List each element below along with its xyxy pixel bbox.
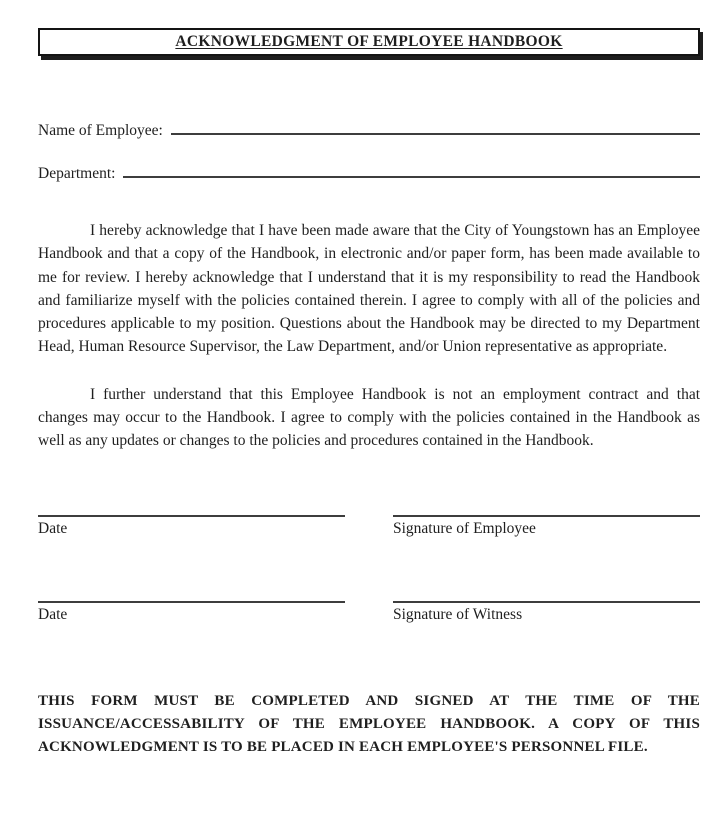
signature-column-witness [393, 601, 700, 624]
signature-block [38, 515, 700, 624]
field-row-department [38, 159, 700, 180]
signature-row-witness [38, 601, 700, 624]
date-column-employee [38, 515, 345, 538]
completion-notice: THIS FORM MUST BE COMPLETED AND SIGNED AT THE TIME OF THE ISSUANCE/ACCESSABILITY OF THE EMPLOYEE HANDBOOK. A COPY OF THIS ACKNOWLEDGMENT IS TO BE PLACED IN EACH EMPLOYEE'S PERSONNEL FILE. [38, 692, 700, 755]
signature-of-witness-label: Signature of Witness [393, 605, 523, 623]
document-title: ACKNOWLEDGMENT OF EMPLOYEE HANDBOOK [175, 33, 563, 50]
field-row-employee-name [38, 116, 700, 137]
name-of-employee-input-line[interactable] [171, 116, 700, 135]
date-label-employee: Date [38, 519, 68, 537]
acknowledgment-paragraph-2: I further understand that this Employee Handbook is not an employment contract and that changes may occur to the Handbook. I agree to comply with the policies contained in the Handbook as well as any updates or changes to the policies and procedures contained in the Handbook. [38, 385, 700, 450]
department-input-line[interactable] [123, 159, 700, 178]
signature-row-employee [38, 515, 700, 538]
signature-column-employee [393, 515, 700, 538]
department-label: Department: [38, 165, 116, 182]
date-column-witness [38, 601, 345, 624]
date-label-witness: Date [38, 605, 68, 623]
document-title-box [38, 28, 700, 56]
acknowledgment-paragraph-1: I hereby acknowledge that I have been made aware that the City of Youngstown has an Employee Handbook and that a copy of the Handbook, in electronic and/or paper form, has been made available to me for review. I hereby acknowledge that I understand that it is my responsibility to read the Handbook and familiarize myself with the policies contained therein. I agree to comply with all of the policies and procedures applicable to my position. Questions about the Handbook may be directed to my Department Head, Human Resource Supervisor, the Law Department, and/or Union representative as appropriate. [38, 222, 700, 356]
name-of-employee-label: Name of Employee: [38, 122, 163, 139]
signature-of-employee-label: Signature of Employee [393, 519, 536, 537]
